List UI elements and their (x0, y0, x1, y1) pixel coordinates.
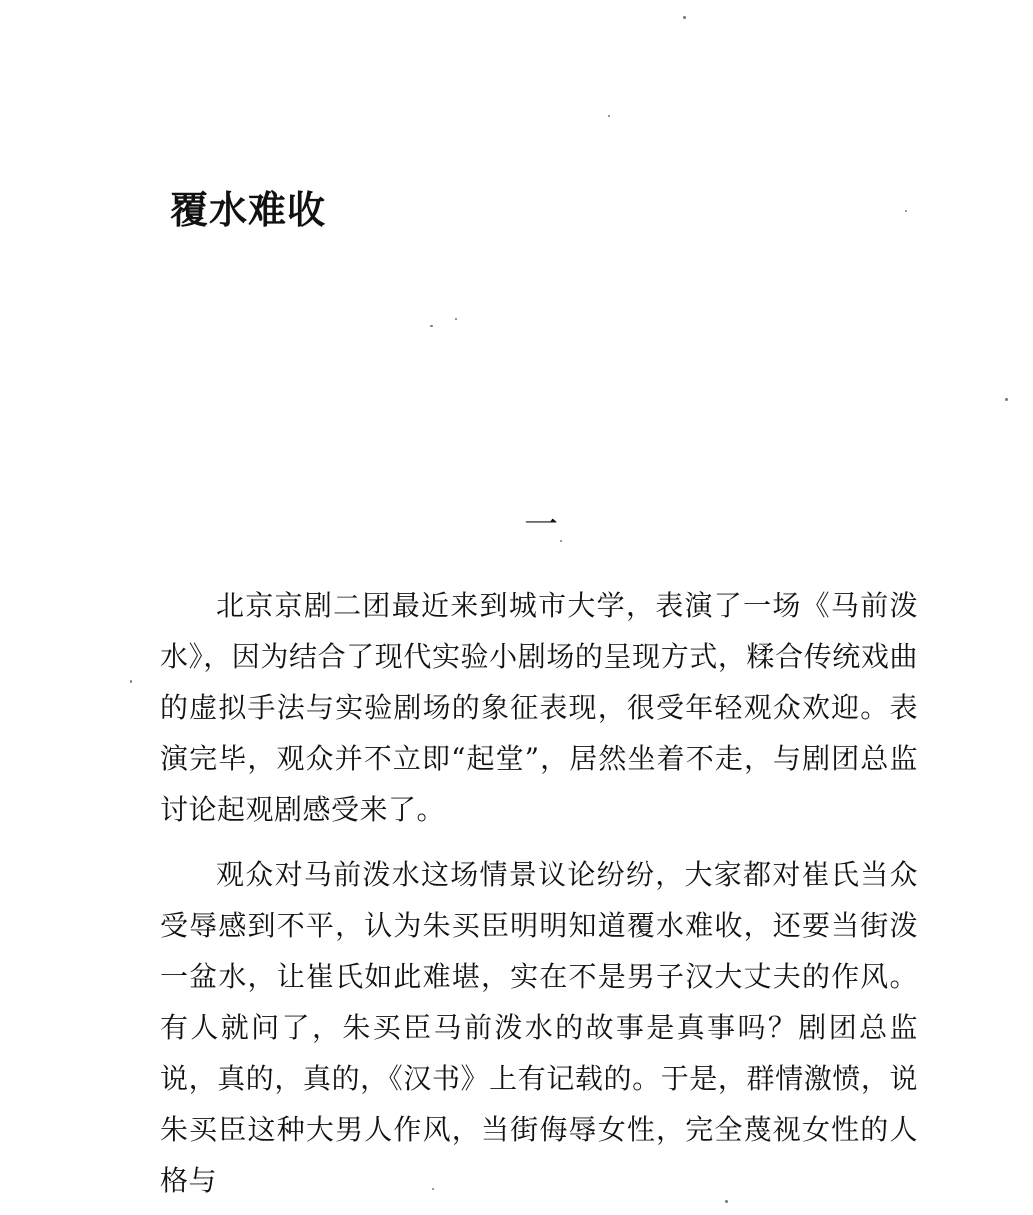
scan-speck (560, 540, 562, 542)
body-text (160, 580, 918, 1206)
paragraph: 北京京剧二团最近来到城市大学，表演了一场《马前泼水》，因为结合了现代实验小剧场的呈现方式，糅合传统戏曲的虚拟手法与实验剧场的象征表现，很受年轻观众欢迎。表演完毕，观众并不立即“起堂”，居然坐着不走，与剧团总监讨论起观剧感受来了。 (160, 589, 918, 826)
scan-speck (430, 325, 433, 327)
scan-speck (905, 210, 907, 212)
paragraph: 观众对马前泼水这场情景议论纷纷，大家都对崔氏当众受辱感到不平，认为朱买臣明明知道覆水难收，还要当街泼一盆水，让崔氏如此难堪，实在不是男子汉大丈夫的作风。有人就问了，朱买臣马前泼水的故事是真事吗？剧团总监说，真的，真的，《汉书》上有记载的。于是，群情激愤，说朱买臣这种大男人作风，当街侮辱女性，完全蔑视女性的人格与 (160, 858, 918, 1197)
scan-speck (130, 680, 132, 683)
scan-speck (455, 318, 457, 320)
scan-speck (608, 115, 610, 117)
scan-speck (1005, 398, 1008, 401)
section-number: 一 (524, 505, 558, 545)
scan-speck (683, 16, 686, 19)
chapter-title: 覆水难收 (170, 187, 327, 232)
